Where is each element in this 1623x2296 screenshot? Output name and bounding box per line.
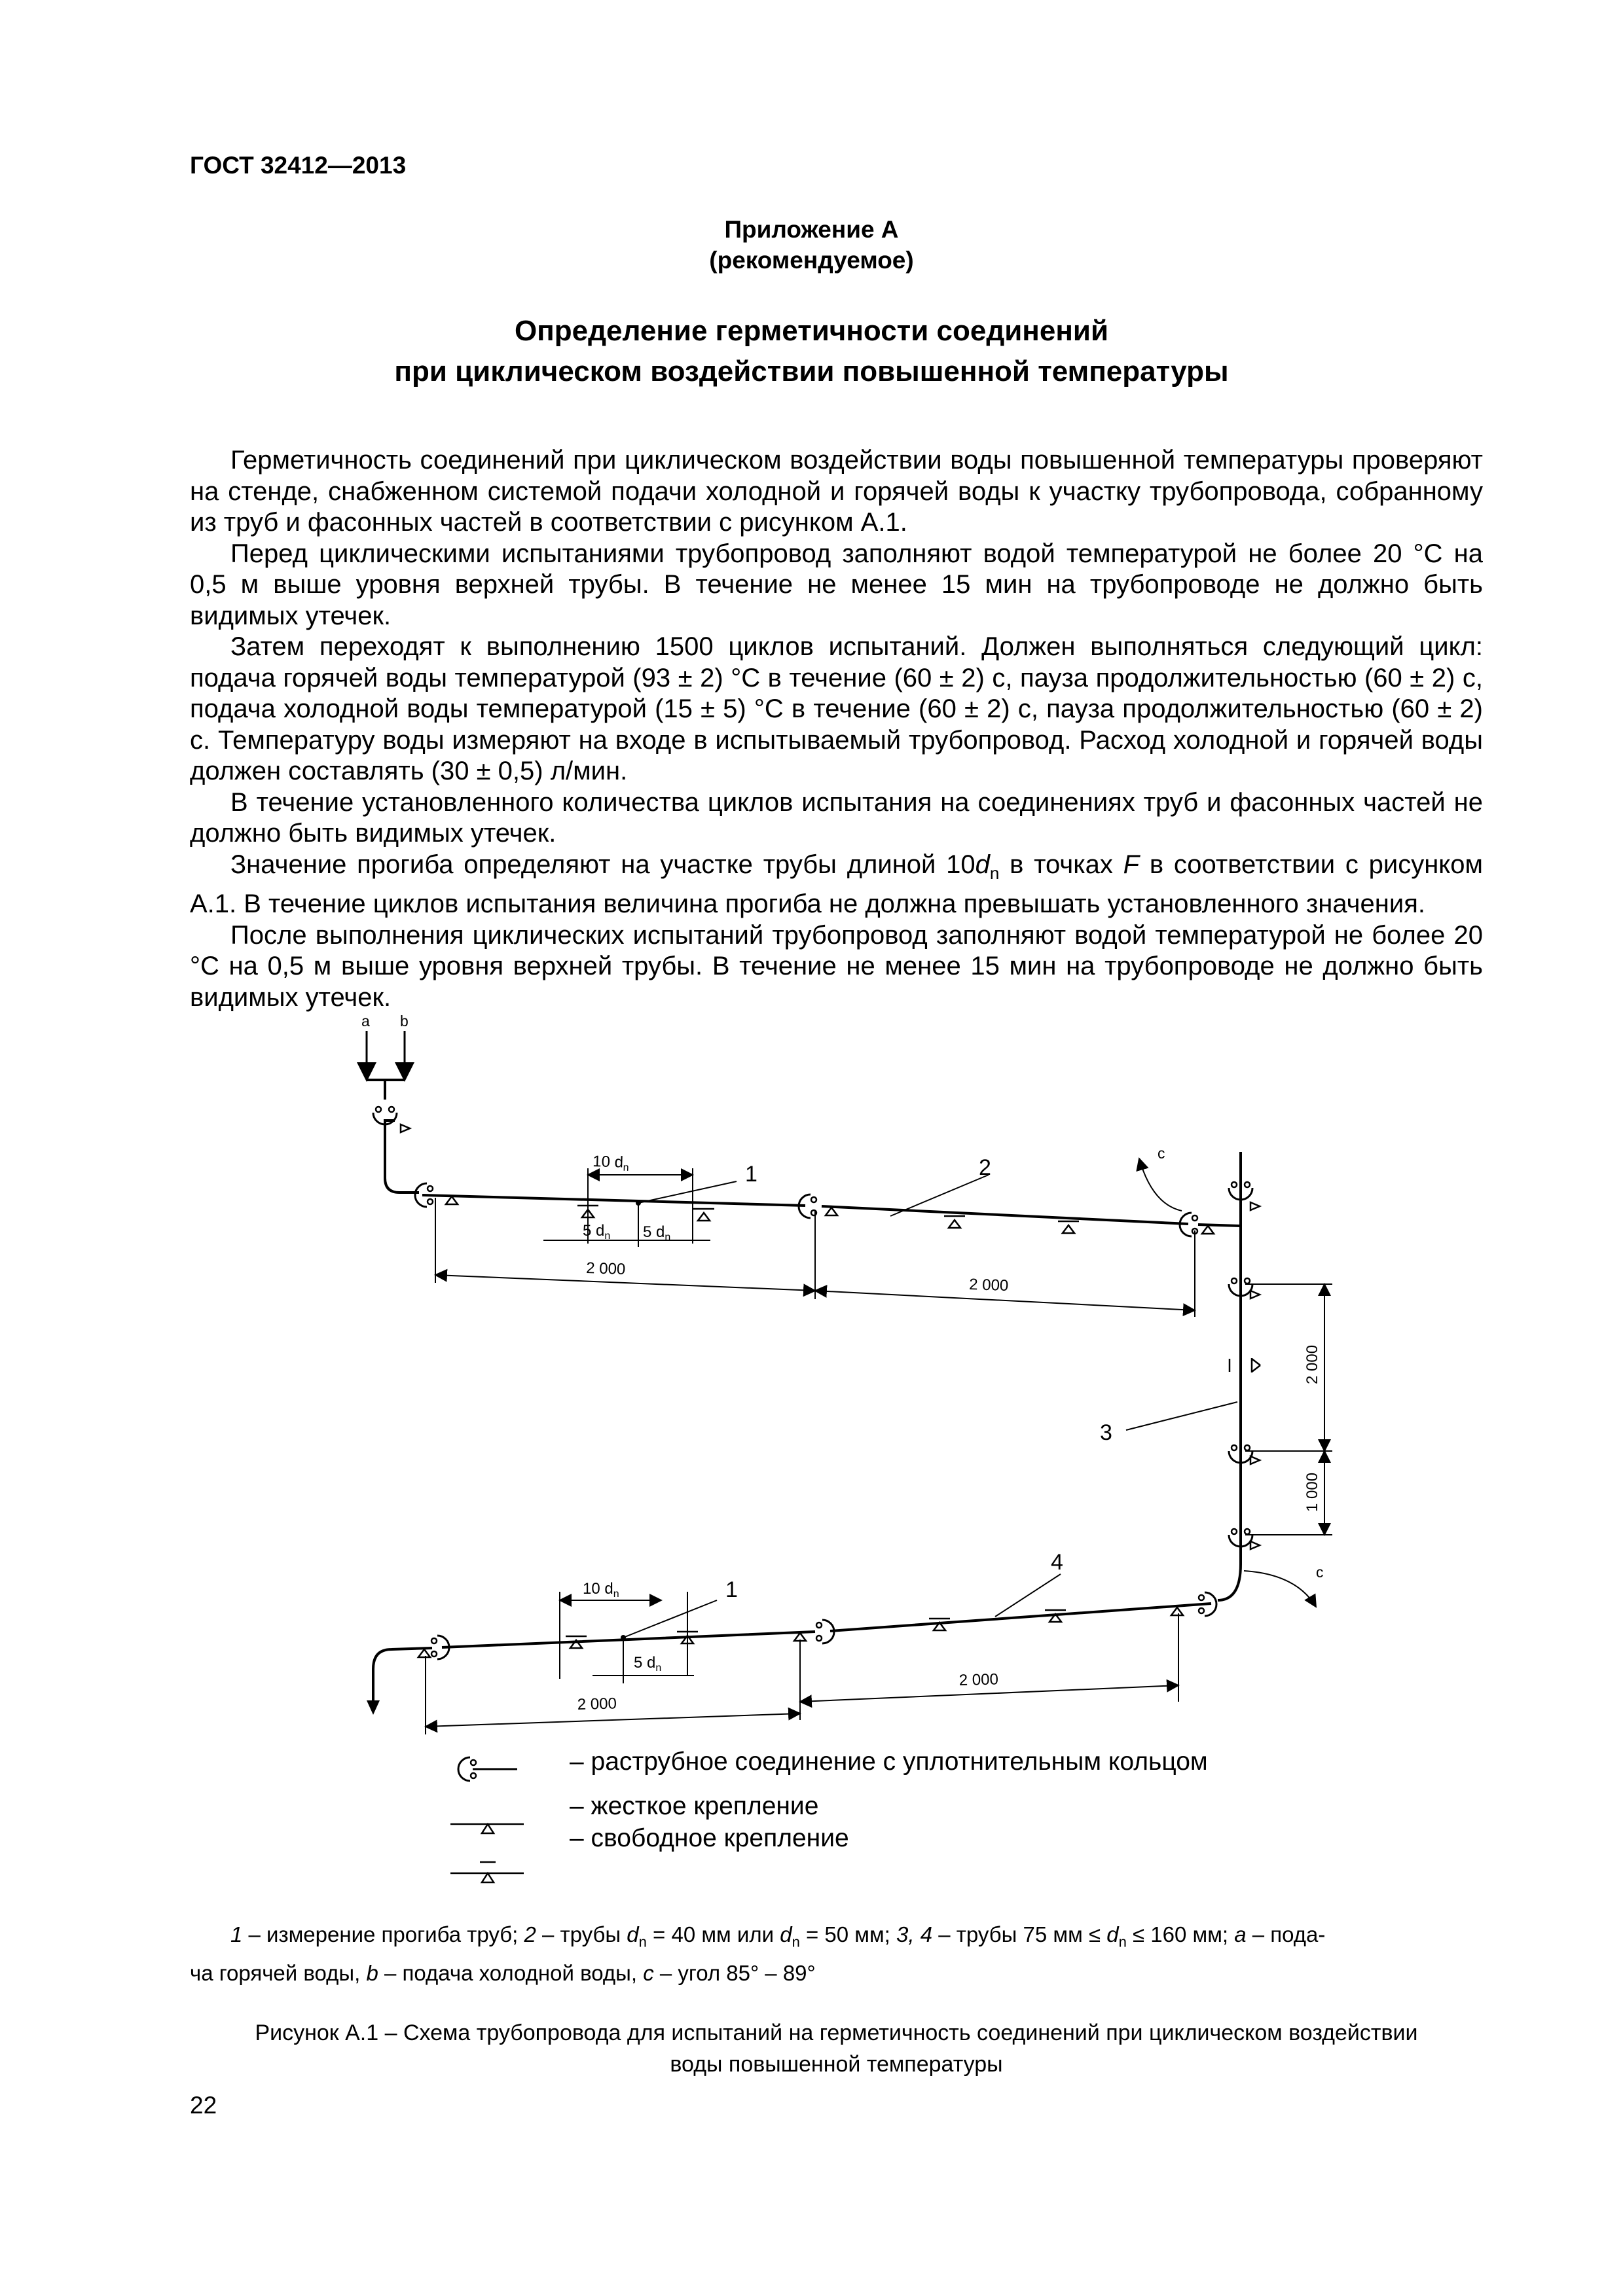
legend-socket: – раструбное соединение с уплотнительным кольцом (570, 1748, 1208, 1776)
paragraph: Затем переходят к выполнению 1500 циклов испытаний. Должен выполняться следующий цикл: подача горячей воды температурой (93 ± 2) °С в течение (60 ± 2) с, пауза продолжительностью (60 ± 2) с, подача холодной воды температурой (15 ± 5) °С в течение (60 ± 2) с, пауза продолжительностью (60 ± 2) с. Температуру воды измеряют на входе в испытываемый трубопровод. Расход холодной и горячей воды должен составлять (30 ± 0,5) л/мин. (190, 632, 1483, 785)
label-a: a (361, 1013, 370, 1030)
paragraph: После выполнения циклических испытаний трубопровод заполняют водой температурой не более 20 °С на 0,5 м выше уровня верхней трубы. В течение не менее 15 мин на трубопроводе не должно быть видимых утечек. (190, 920, 1483, 1012)
dim-5dn-left: 5 $d_n$ (583, 1222, 611, 1242)
pipe-4 (373, 1604, 1211, 1702)
paragraph: Перед циклическими испытаниями трубопровод заполняют водой температурой не более 20 °С на 0,5 м выше уровня верхней трубы. В течение не менее 15 мин на трубопроводе не должно быть видимых утечек. (190, 539, 1483, 630)
label-c-upper: c (1158, 1145, 1165, 1162)
paragraph: В течение установленного количества циклов испытания на соединениях труб и фасонных частей не должно быть видимых утечек. (190, 787, 1483, 848)
callout-2: 2 (979, 1155, 991, 1180)
section-title-line1: Определение герметичности соединений (514, 315, 1109, 347)
callout-1-upper: 1 (745, 1162, 757, 1187)
dim-1000-vertical: 1 000 (1304, 1472, 1321, 1512)
document-header: ГОСТ 32412—2013 (190, 152, 407, 179)
label-c-lower: c (1316, 1564, 1324, 1581)
note-line-2: ча горячей воды, b – подача холодной воды, c – угол 85° – 89° (190, 1960, 816, 1985)
label-b: b (400, 1013, 409, 1030)
section-title-line2: при циклическом воздействии повышенной температуры (394, 355, 1229, 387)
figure-note (190, 1919, 1483, 1988)
dim-2000-lower-1: 2 000 (577, 1695, 617, 1713)
paragraph: Герметичность соединений при циклическом воздействии воды повышенной температуры проверяют на стенде, снабженном системой подачи холодной и горячей воды к участку трубопровода, собранному из труб и фасонных частей в соответствии с рисунком А.1. (190, 446, 1483, 537)
page-number: 22 (190, 2092, 217, 2119)
legend-free: – свободное крепление (570, 1824, 849, 1852)
appendix-label: Приложение А (724, 216, 899, 243)
legend-rigid: – жесткое крепление (570, 1792, 819, 1820)
dim-10dn-lower: 10 $d_n$ (583, 1580, 619, 1600)
dim-10dn-upper: 10 $d_n$ (592, 1153, 629, 1174)
pipe-2 (422, 1195, 1241, 1226)
figure-caption: Рисунок А.1 – Схема трубопровода для испытаний на герметичность соединений при циклическом воздействии воды повышенной температуры (255, 2020, 1418, 2077)
appendix-status: (рекомендуемое) (709, 247, 914, 274)
dim-5dn-right: 5 $d_n$ (643, 1223, 671, 1243)
dim-2000-upper-1: 2 000 (585, 1259, 626, 1279)
callout-3: 3 (1100, 1420, 1112, 1445)
callout-1-lower: 1 (725, 1577, 738, 1602)
pipe-3 (1218, 1152, 1241, 1600)
dim-5dn-lower: 5 $d_n$ (634, 1654, 662, 1674)
note-line-1: 1 – измерение прогиба труб; 2 – трубы $d_n = 40$ мм или $d_n = 50$ мм; 3, 4 – трубы 75 мм ≤ $d_n \le 160$ мм; a – пода- (230, 1922, 1326, 1950)
dim-2000-lower-2: 2 000 (958, 1670, 999, 1689)
dim-2000-upper-2: 2 000 (968, 1276, 1009, 1295)
callout-4: 4 (1051, 1550, 1063, 1575)
paragraph: Значение прогиба определяют на участке трубы длиной $10d_n$ в точках F в соответствии с рисунком А.1. В течение циклов испытания величина прогиба не должна превышать установленного значения. (190, 850, 1484, 918)
dim-2000-vertical: 2 000 (1304, 1344, 1321, 1384)
